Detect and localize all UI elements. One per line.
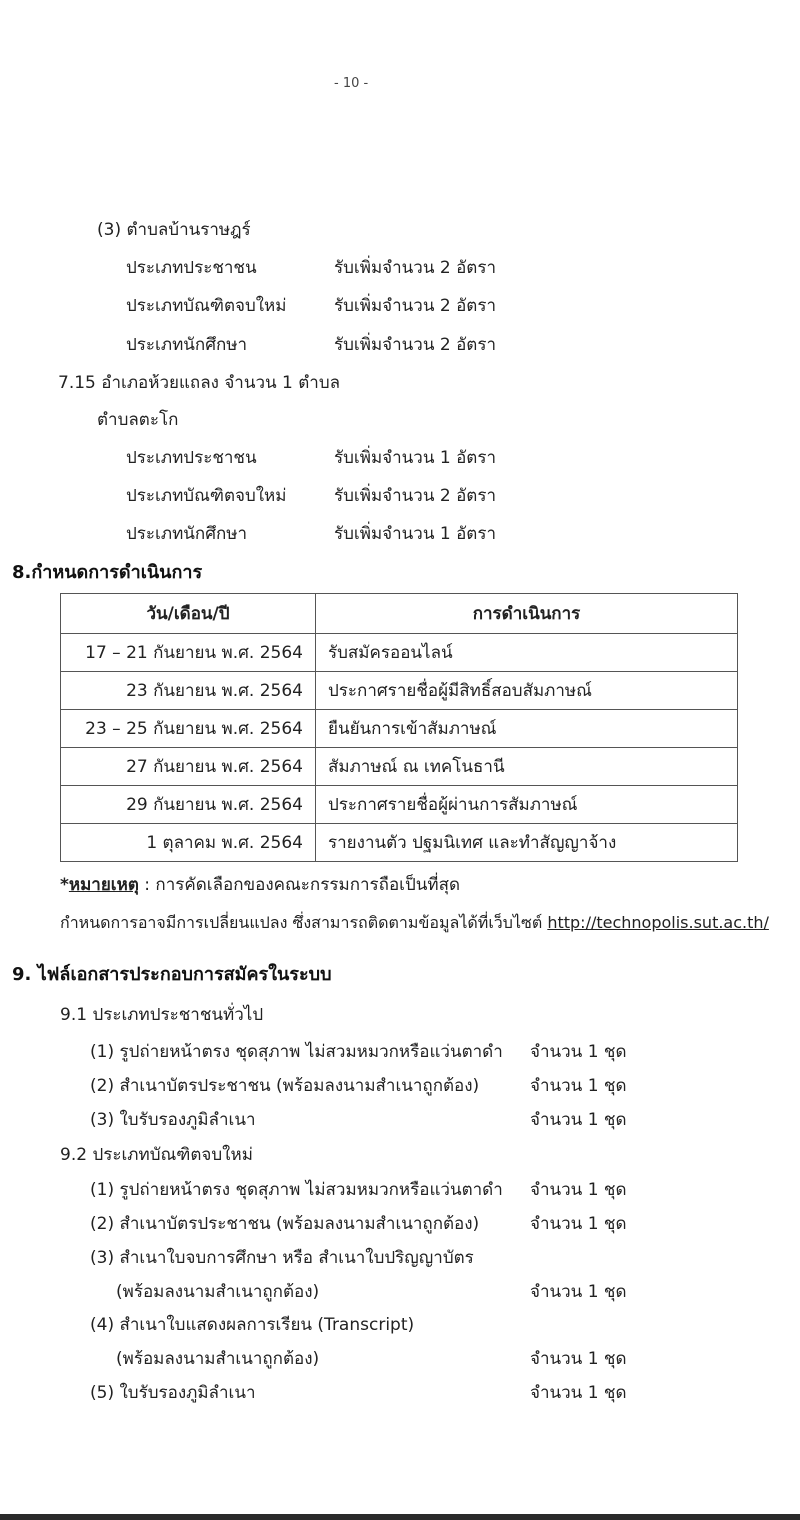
quota-value: รับเพิ่มจำนวน 1 อัตรา xyxy=(334,448,496,468)
date-cell: 17 – 21 กันยายน พ.ศ. 2564 xyxy=(61,634,316,672)
document-qty: จำนวน 1 ชุด xyxy=(530,1214,627,1234)
table-row xyxy=(61,748,738,786)
quota-value: รับเพิ่มจำนวน 2 อัตรา xyxy=(334,486,496,506)
table-row xyxy=(61,672,738,710)
action-cell: สัมภาษณ์ ณ เทคโนธานี xyxy=(316,748,738,786)
action-cell: ยืนยันการเข้าสัมภาษณ์ xyxy=(316,710,738,748)
table-row xyxy=(61,634,738,672)
quota-type: ประเภทบัณฑิตจบใหม่ xyxy=(126,296,287,316)
subsection-title: 9.2 ประเภทบัณฑิตจบใหม่ xyxy=(60,1145,253,1165)
table-header-row xyxy=(61,594,738,634)
district-title: 7.15 อำเภอห้วยแถลง จำนวน 1 ตำบล xyxy=(58,373,341,393)
action-cell: ประกาศรายชื่อผู้มีสิทธิ์สอบสัมภาษณ์ xyxy=(316,672,738,710)
action-cell: ประกาศรายชื่อผู้ผ่านการสัมภาษณ์ xyxy=(316,786,738,824)
note-asterisk: * xyxy=(60,875,69,895)
section-heading: 8.กำหนดการดำเนินการ xyxy=(12,562,203,583)
quota-value: รับเพิ่มจำนวน 1 อัตรา xyxy=(334,524,496,544)
table-row xyxy=(61,786,738,824)
column-header-action: การดำเนินการ xyxy=(316,594,738,634)
quota-type: ประเภทประชาชน xyxy=(126,258,257,278)
document-qty: จำนวน 1 ชุด xyxy=(530,1110,627,1130)
quota-type: ประเภทประชาชน xyxy=(126,448,257,468)
date-cell: 23 – 25 กันยายน พ.ศ. 2564 xyxy=(61,710,316,748)
subdistrict-title: (3) ตำบลบ้านราษฎร์ xyxy=(97,220,251,240)
document-qty: จำนวน 1 ชุด xyxy=(530,1383,627,1403)
document-item-cont: (พร้อมลงนามสำเนาถูกต้อง) xyxy=(116,1282,320,1302)
document-item: (3) ใบรับรองภูมิลำเนา xyxy=(90,1110,256,1130)
quota-value: รับเพิ่มจำนวน 2 อัตรา xyxy=(334,296,496,316)
document-item: (1) รูปถ่ายหน้าตรง ชุดสุภาพ ไม่สวมหมวกหรือแว่นตาดำ xyxy=(90,1180,503,1200)
column-header-date: วัน/เดือน/ปี xyxy=(61,594,316,634)
section-heading: 9. ไฟล์เอกสารประกอบการสมัครในระบบ xyxy=(12,964,332,985)
note-line xyxy=(60,873,460,897)
action-cell: รับสมัครออนไลน์ xyxy=(316,634,738,672)
quota-type: ประเภทนักศึกษา xyxy=(126,335,248,355)
action-cell: รายงานตัว ปฐมนิเทศ และทำสัญญาจ้าง xyxy=(316,824,738,862)
quota-value: รับเพิ่มจำนวน 2 อัตรา xyxy=(334,258,496,278)
scan-edge xyxy=(0,1514,800,1520)
document-item: (4) สำเนาใบแสดงผลการเรียน (Transcript) xyxy=(90,1315,415,1335)
note-text: : การคัดเลือกของคณะกรรมการถือเป็นที่สุด xyxy=(138,875,461,895)
subdistrict-title: ตำบลตะโก xyxy=(97,410,179,430)
table-row xyxy=(61,710,738,748)
table-row xyxy=(61,824,738,862)
document-item: (2) สำเนาบัตรประชาชน (พร้อมลงนามสำเนาถูกต้อง) xyxy=(90,1076,480,1096)
note-text-2: กำหนดการอาจมีการเปลี่ยนแปลง ซึ่งสามารถติดตามข้อมูลได้ที่เว็บไซต์ xyxy=(60,913,548,932)
document-item-cont: (พร้อมลงนามสำเนาถูกต้อง) xyxy=(116,1349,320,1369)
document-item: (2) สำเนาบัตรประชาชน (พร้อมลงนามสำเนาถูกต้อง) xyxy=(90,1214,480,1234)
date-cell: 1 ตุลาคม พ.ศ. 2564 xyxy=(61,824,316,862)
schedule-table xyxy=(60,593,738,862)
note-label: หมายเหตุ xyxy=(68,875,139,895)
quota-value: รับเพิ่มจำนวน 2 อัตรา xyxy=(334,335,496,355)
date-cell: 23 กันยายน พ.ศ. 2564 xyxy=(61,672,316,710)
document-item: (3) สำเนาใบจบการศึกษา หรือ สำเนาใบปริญญาบัตร xyxy=(90,1248,474,1268)
date-cell: 27 กันยายน พ.ศ. 2564 xyxy=(61,748,316,786)
quota-type: ประเภทบัณฑิตจบใหม่ xyxy=(126,486,287,506)
subsection-title: 9.1 ประเภทประชาชนทั่วไป xyxy=(60,1005,264,1025)
date-cell: 29 กันยายน พ.ศ. 2564 xyxy=(61,786,316,824)
document-qty: จำนวน 1 ชุด xyxy=(530,1282,627,1302)
document-qty: จำนวน 1 ชุด xyxy=(530,1042,627,1062)
document-qty: จำนวน 1 ชุด xyxy=(530,1076,627,1096)
quota-type: ประเภทนักศึกษา xyxy=(126,524,248,544)
document-item: (1) รูปถ่ายหน้าตรง ชุดสุภาพ ไม่สวมหมวกหรือแว่นตาดำ xyxy=(90,1042,503,1062)
document-qty: จำนวน 1 ชุด xyxy=(530,1349,627,1369)
website-link[interactable]: http://technopolis.sut.ac.th/ xyxy=(547,913,769,932)
note-line-2 xyxy=(60,911,769,935)
document-item: (5) ใบรับรองภูมิลำเนา xyxy=(90,1383,256,1403)
page-number: - 10 - xyxy=(334,76,369,91)
document-qty: จำนวน 1 ชุด xyxy=(530,1180,627,1200)
